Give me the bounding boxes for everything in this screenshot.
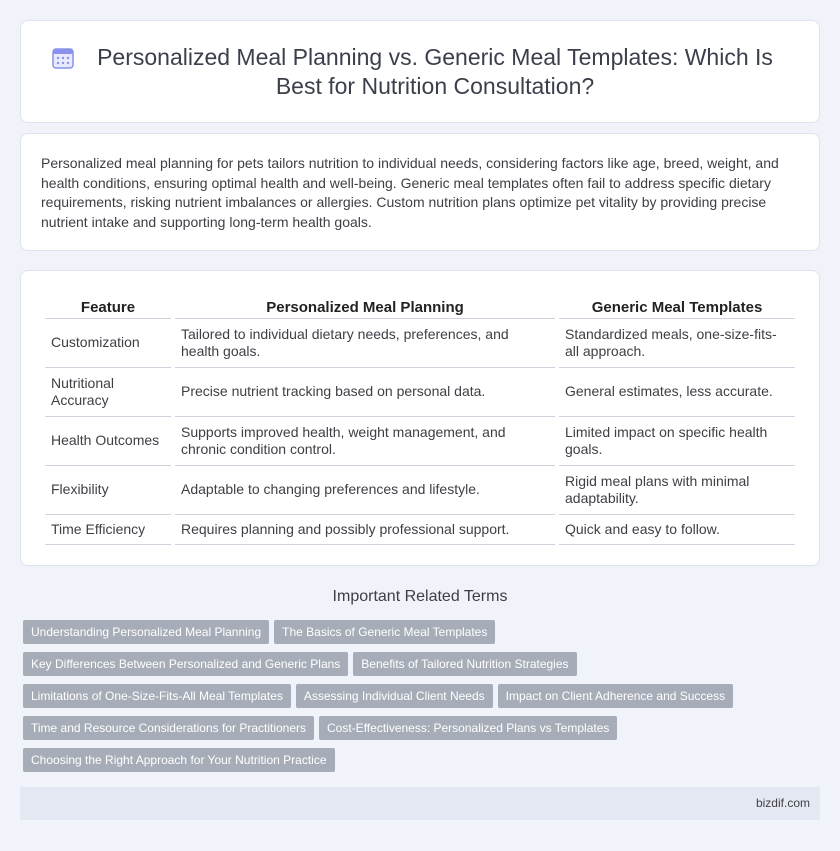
comparison-table: [41, 297, 799, 545]
footer-site-link[interactable]: bizdif.com: [755, 796, 810, 810]
table-cell: Health Outcomes: [45, 417, 171, 466]
tag-row: [23, 684, 823, 716]
table-header-row: [45, 297, 795, 319]
table-row: [45, 319, 795, 368]
related-term-tag[interactable]: Assessing Individual Client Needs: [296, 684, 493, 708]
table-cell: Limited impact on specific health goals.: [559, 417, 795, 466]
footer: [20, 787, 820, 820]
table-cell: Standardized meals, one-size-fits-all approach.: [559, 319, 795, 368]
table-cell: Time Efficiency: [45, 515, 171, 545]
related-term-tag[interactable]: Limitations of One-Size-Fits-All Meal Templates: [23, 684, 291, 708]
related-term-tag[interactable]: Time and Resource Considerations for Practitioners: [23, 716, 314, 740]
table-row: [45, 368, 795, 417]
tag-row: [23, 620, 823, 652]
table-cell: Nutritional Accuracy: [45, 368, 171, 417]
table-cell: Supports improved health, weight management, and chronic condition control.: [175, 417, 555, 466]
table-cell: Precise nutrient tracking based on personal data.: [175, 368, 555, 417]
related-term-tag[interactable]: Impact on Client Adherence and Success: [498, 684, 733, 708]
table-row: [45, 466, 795, 515]
table-cell: Requires planning and possibly professional support.: [175, 515, 555, 545]
related-terms-title: Important Related Terms: [332, 588, 508, 605]
title-row: [21, 43, 819, 101]
calendar-icon: [51, 46, 75, 70]
table-cell: Quick and easy to follow.: [559, 515, 795, 545]
header-feature: Feature: [45, 297, 171, 319]
table-cell: Flexibility: [45, 466, 171, 515]
comparison-table-card: [20, 270, 820, 566]
related-term-tag[interactable]: Benefits of Tailored Nutrition Strategies: [353, 652, 576, 676]
tag-row: [23, 652, 823, 684]
page-title: Personalized Meal Planning vs. Generic Meal Templates: Which Is Best for Nutrition Consultation?: [97, 44, 773, 99]
related-term-tag[interactable]: Choosing the Right Approach for Your Nutrition Practice: [23, 748, 335, 772]
related-terms-list: [23, 620, 823, 780]
related-term-tag[interactable]: The Basics of Generic Meal Templates: [274, 620, 495, 644]
related-term-tag[interactable]: Cost-Effectiveness: Personalized Plans vs Templates: [319, 716, 617, 740]
title-card: [20, 20, 820, 123]
header-personalized: Personalized Meal Planning: [175, 297, 555, 319]
tag-row: [23, 716, 823, 748]
related-term-tag[interactable]: Understanding Personalized Meal Planning: [23, 620, 269, 644]
table-row: [45, 417, 795, 466]
table-cell: General estimates, less accurate.: [559, 368, 795, 417]
header-generic: Generic Meal Templates: [559, 297, 795, 319]
table-cell: Rigid meal plans with minimal adaptability.: [559, 466, 795, 515]
intro-card: [20, 133, 820, 251]
table-row: [45, 515, 795, 545]
table-cell: Tailored to individual dietary needs, preferences, and health goals.: [175, 319, 555, 368]
intro-paragraph: Personalized meal planning for pets tailors nutrition to individual needs, considering factors like age, breed, weight, and health conditions, ensuring optimal health and well-being. Generic meal templates often fail to address specific dietary requirements, risking nutrient imbalances or allergies. Custom nutrition plans optimize pet vitality by providing precise nutrient intake and supporting long-term health goals.: [41, 155, 779, 230]
table-cell: Adaptable to changing preferences and lifestyle.: [175, 466, 555, 515]
tag-row: [23, 748, 823, 780]
related-term-tag[interactable]: Key Differences Between Personalized and Generic Plans: [23, 652, 348, 676]
table-cell: Customization: [45, 319, 171, 368]
